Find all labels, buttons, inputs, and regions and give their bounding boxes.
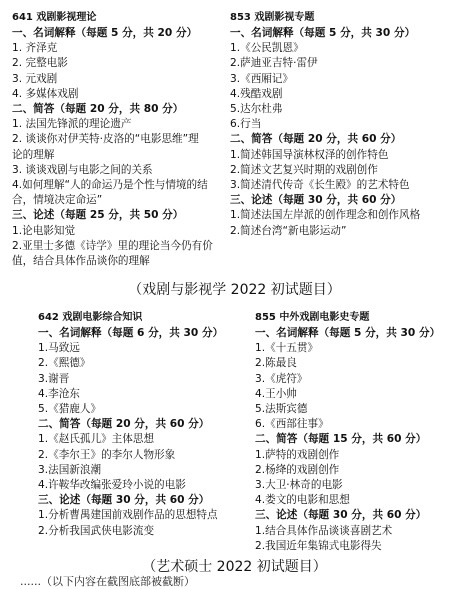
list-item: 值，结合具体作品谈你的理解 [12,255,150,268]
section-heading: 二、简答（每题 15 分，共 60 分） [255,433,427,446]
truncated-text: ......（以下内容在截图底部被截断） [20,575,195,588]
list-item: 1.《十五贯》 [255,342,319,355]
exam-header: 853 戏剧影视专题 [230,12,315,23]
list-item: 2.简述文艺复兴时期的戏剧创作 [230,163,378,176]
list-item: 3.大卫·林奇的电影 [255,479,343,492]
list-item: 2.杨绛的戏剧创作 [255,463,340,476]
list-item: 4.王小帅 [255,387,297,400]
list-item: 2. 谈谈你对伊芙特·皮洛的“电影思维”理 [12,133,199,146]
list-item: 1.简述法国左岸派的创作理念和创作风格 [230,209,421,222]
list-item: 2.我国近年集锦式电影得失 [255,539,382,552]
list-item: 论的理解 [12,148,55,161]
caption-mfa-2022: （艺术硕士 2022 初试题目） [142,559,327,575]
list-item: 1.分析曹禺建国前戏剧作品的思想特点 [38,509,218,522]
list-item: 1.《公民凯恩》 [230,42,304,55]
exam-642 [38,308,248,539]
list-item: 4. 多媒体戏剧 [12,87,79,100]
section-heading: 一、名词解释（每题 6 分，共 30 分） [38,327,224,339]
list-item: 2.陈最良 [255,357,297,370]
list-item: 2.亚里士多德《诗学》里的理论当今仍有价 [12,239,213,252]
list-item: 5.法斯宾德 [255,403,308,416]
list-item: 3.谢晋 [38,372,70,385]
list-item: 4.李沧东 [38,387,80,400]
section-heading: 二、简答（每题 20 分，共 80 分） [12,103,184,116]
caption-drama-film-2022: （戏剧与影视学 2022 初试题目） [128,282,341,298]
list-item: 3. 元戏剧 [12,72,58,85]
list-item: 1.马致远 [38,342,80,355]
list-item: 2.简述台湾“新电影运动” [230,224,347,237]
list-item: 2.萨迪亚吉特·雷伊 [230,57,318,70]
list-item: 6.《西部往事》 [255,418,329,431]
list-item: 1.简述韩国导演林权泽的创作特色 [230,148,389,161]
exam-641 [12,8,227,269]
list-item: 3.法国新浪潮 [38,463,102,476]
list-item: 4.如何理解“人的命运乃是个性与情境的结 [12,179,208,192]
section-heading: 一、名词解释（每题 5 分，共 30 分） [230,27,416,39]
section-heading: 一、名词解释（每题 5 分，共 30 分） [255,327,441,339]
list-item: 1.萨特的戏剧创作 [255,448,340,461]
exam-855 [255,308,465,554]
list-item: 1.结合具体作品谈谈喜剧艺术 [255,524,393,537]
list-item: 3.《虎符》 [255,372,308,385]
list-item: 3.简述清代传奇《长生殿》的艺术特色 [230,179,410,192]
section-heading: 二、简答（每题 20 分，共 60 分） [38,418,210,431]
list-item: 4.娄文的电影和思想 [255,494,350,507]
list-item: 1.《赵氏孤儿》主体思想 [38,433,155,446]
list-item: 合，情境决定命运” [12,194,103,207]
list-item: 4.许鞍华改编张爱玲小说的电影 [38,479,186,492]
list-item: 2. 完整电影 [12,57,68,70]
list-item: 1. 齐泽克 [12,42,58,55]
list-item: 5.《猎鹿人》 [38,403,102,416]
list-item: 2.《李尔王》的李尔人物形象 [38,448,176,461]
list-item: 5.达尔杜弗 [230,103,283,116]
list-item: 1. 法国先锋派的理论遗产 [12,118,132,131]
list-item: 3. 谈谈戏剧与电影之间的关系 [12,163,153,176]
list-item: 6.行当 [230,118,262,131]
section-heading: 一、名词解释（每题 5 分，共 20 分） [12,27,198,39]
exam-header: 641 戏剧影视理论 [12,12,97,23]
exam-header: 855 中外戏剧电影史专题 [255,312,370,323]
exam-853 [230,8,465,239]
list-item: 2.《熙德》 [38,357,91,370]
exam-header: 642 戏剧电影综合知识 [38,312,143,323]
section-heading: 三、论述（每题 30 分，共 60 分） [255,509,427,522]
section-heading: 二、简答（每题 20 分，共 60 分） [230,133,402,146]
section-heading: 三、论述（每题 25 分，共 50 分） [12,209,184,222]
list-item: 3.《西厢记》 [230,72,294,85]
section-heading: 三、论述（每题 30 分，共 60 分） [230,194,402,207]
list-item: 2.分析我国武侠电影流变 [38,524,155,537]
list-item: 4.残酷戏剧 [230,87,283,100]
section-heading: 三、论述（每题 30 分，共 60 分） [38,494,210,507]
list-item: 1.论电影知觉 [12,224,76,237]
